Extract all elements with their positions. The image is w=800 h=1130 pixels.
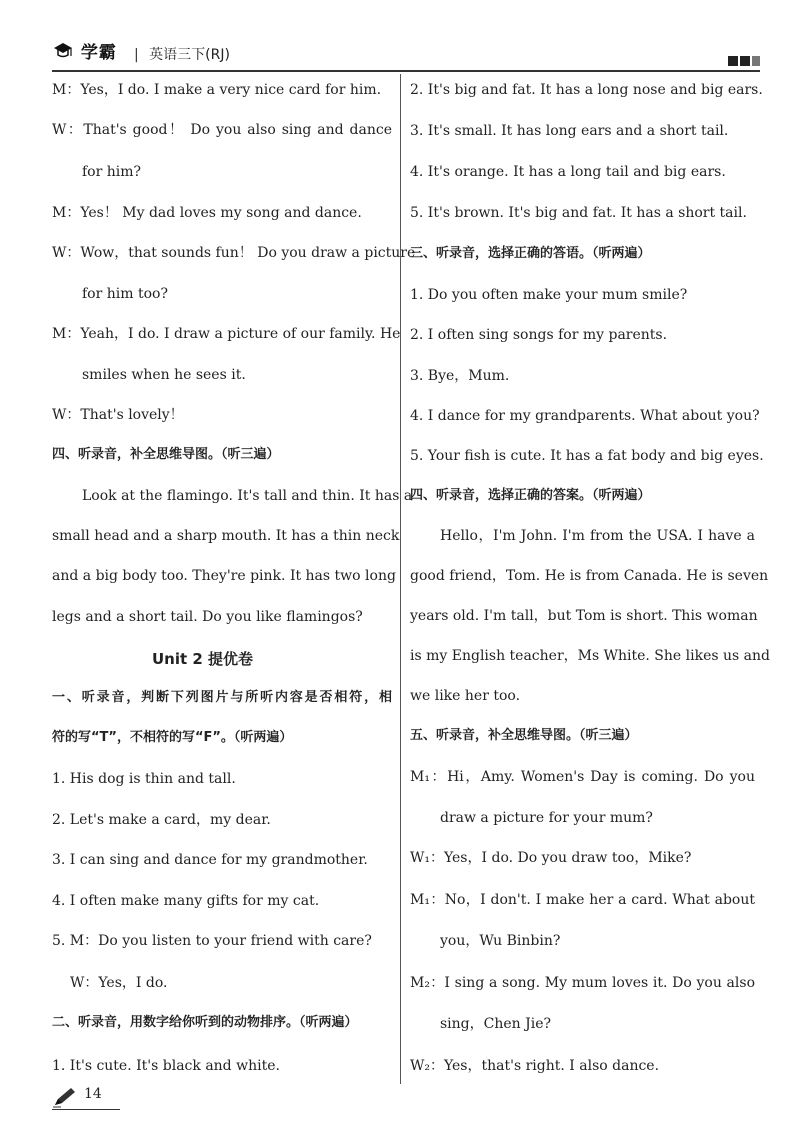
text-line: Look at the flamingo. It's tall and thin. It has a [82,488,413,504]
text-line: we like her too. [410,688,521,704]
text-line: 1. Do you often make your mum smile? [410,287,688,303]
text-line: 5. M：Do you listen to your friend with care? [52,933,372,949]
text-line: 5. It's brown. It's big and fat. It has a short tail. [410,205,747,221]
text-line: W：That's lovely！ [52,407,184,423]
graduation-cap-icon [52,40,74,62]
text-line: 3. I can sing and dance for my grandmother. [52,852,368,868]
text-line: 3. Bye，Mum. [410,368,510,384]
pencil-icon [52,1086,78,1108]
footer-rule [52,1109,120,1110]
text-line: legs and a short tail. Do you like flamingos? [52,609,363,625]
text-line: smiles when he sees it. [82,367,246,383]
section-heading: 四、听录音，选择正确的答案。（听两遍） [410,488,651,503]
text-line: good friend，Tom. He is from Canada. He is seven [410,568,769,584]
text-line: M₂：I sing a song. My mum loves it. Do you also [410,975,755,991]
text-line: small head and a sharp mouth. It has a thin neck [52,528,400,544]
section-heading: 三、听录音，选择正确的答语。（听两遍） [410,246,651,261]
text-line: Hello，I'm John. I'm from the USA. I have a [440,528,755,544]
text-line: sing，Chen Jie? [440,1016,552,1032]
text-line: and a big body too. They're pink. It has two long [52,568,396,584]
text-line: is my English teacher，Ms White. She likes us and [410,648,770,664]
text-line: 2. It's big and fat. It has a long nose and big ears. [410,82,763,98]
text-line: W：Yes，I do. [70,975,168,991]
text-line: for him too? [82,286,168,302]
section-heading: 二、听录音，用数字给你听到的动物排序。（听两遍） [52,1015,358,1030]
column-divider [400,74,401,1084]
text-line: 4. I dance for my grandparents. What about you? [410,408,760,424]
text-line: 3. It's small. It has long ears and a short tail. [410,123,729,139]
text-line: W：Wow，that sounds fun！ Do you draw a picture [52,245,416,261]
text-line: W₁：Yes，I do. Do you draw too，Mike? [410,850,692,866]
brand-logo [52,38,117,63]
title-separator: | [134,47,139,63]
unit-title: Unit 2 提优卷 [152,650,254,668]
text-line: M：Yes！ My dad loves my song and dance. [52,205,362,221]
section-heading: 五、听录音，补全思维导图。（听三遍） [410,728,638,743]
header-decoration [728,56,760,66]
text-line: M₁：No，I don't. I make her a card. What about [410,892,755,908]
text-line: 2. I often sing songs for my parents. [410,327,668,343]
text-line: 4. It's orange. It has a long tail and big ears. [410,164,726,180]
text-line: 4. I often make many gifts for my cat. [52,893,320,909]
text-line: M：Yeah，I do. I draw a picture of our family. He [52,326,401,342]
text-line: 1. It's cute. It's black and white. [52,1058,280,1074]
section-heading: 四、听录音，补全思维导图。（听三遍） [52,447,280,462]
section-heading: 符的写“T”，不相符的写“F”。（听两遍） [52,730,293,745]
text-line: W：That's good！ Do you also sing and dance [52,122,392,138]
page-footer [52,1082,132,1112]
text-line: years old. I'm tall，but Tom is short. This woman [410,608,758,624]
text-line: draw a picture for your mum? [440,810,653,826]
section-heading: 一、听录音，判断下列图片与所听内容是否相符，相 [52,690,392,705]
header-rule [52,70,760,72]
book-title [134,44,230,64]
text-line: 2. Let's make a card，my dear. [52,812,271,828]
text-line: W₂：Yes，that's right. I also dance. [410,1058,660,1074]
page-header [52,38,760,72]
book-title-text: 英语三下(RJ) [149,47,230,63]
text-line: 5. Your fish is cute. It has a fat body and big eyes. [410,448,764,464]
text-line: M₁：Hi，Amy. Women's Day is coming. Do you [410,769,755,785]
text-line: 1. His dog is thin and tall. [52,771,236,787]
text-line: you，Wu Binbin? [440,933,561,949]
page-number: 14 [84,1086,102,1102]
text-line: for him? [82,164,142,180]
text-line: M：Yes，I do. I make a very nice card for him. [52,82,382,98]
brand-text: 学霸 [80,43,117,63]
